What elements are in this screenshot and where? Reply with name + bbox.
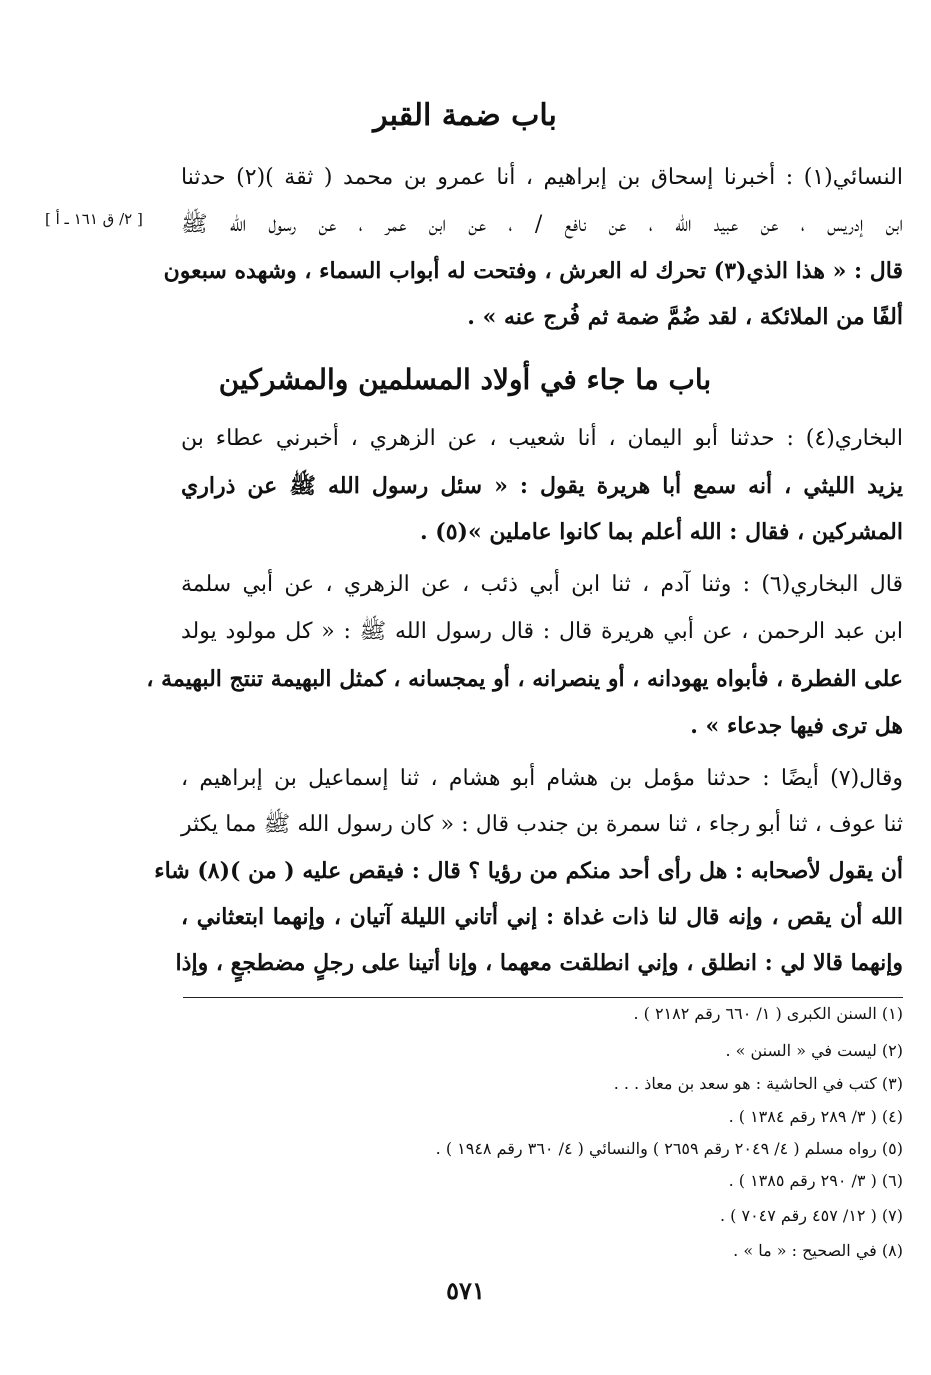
chapter-heading-children: باب ما جاء في أولاد المسلمين والمشركين [218, 363, 712, 396]
body-line: يزيد الليثي ، أنه سمع أبا هريرة يقول : « سئل رسول الله ﷺ عن ذراري [181, 473, 903, 499]
margin-folio-note: [ ٢/ ق ١٦١ ـ أ ] [45, 210, 143, 228]
footnote-separator [183, 997, 903, 998]
body-line: المشركين ، فقال : الله أعلم بما كانوا عاملين »(٥) . [419, 519, 903, 545]
page-number: ٥٧١ [446, 1276, 485, 1305]
body-line: البخاري(٤) : حدثنا أبو اليمان ، أنا شعيب ، عن الزهري ، أخبرني عطاء بن [181, 426, 903, 451]
body-line: ابن إدريس ، عن عبيد الله ، عن نافع / ، عن ابن عمر ، عن رسول الله ﷺ [181, 212, 903, 237]
footnote: (٢) ليست في « السنن » . [725, 1041, 903, 1060]
body-line: الله أن يقص ، وإنه قال لنا ذات غداة : إني أتاني الليلة آتيان ، وإنهما ابتعثاني ، [181, 904, 903, 930]
body-line: هل ترى فيها جدعاء » . [690, 713, 903, 739]
footnote: (٣) كتب في الحاشية : هو سعد بن معاذ . . . [613, 1074, 903, 1093]
body-line: النسائي(١) : أخبرنا إسحاق بن إبراهيم ، أنا عمرو بن محمد ( ثقة )(٢) حدثنا [181, 165, 903, 190]
footnote: (٥) رواه مسلم ( ٤/ ٢٠٤٩ رقم ٢٦٥٩ ) والنسائي ( ٤/ ٣٦٠ رقم ١٩٤٨ ) . [435, 1139, 903, 1158]
body-line: وقال(٧) أيضًا : حدثنا مؤمل بن هشام أبو هشام ، ثنا إسماعيل بن إبراهيم ، [181, 766, 903, 791]
body-line: وإنهما قالا لي : انطلق ، وإني انطلقت معهما ، وإنا أتينا على رجلٍ مضطجعٍ ، وإذا [175, 950, 903, 976]
body-line: أن يقول لأصحابه : هل رأى أحد منكم من رؤيا ؟ قال : فيقص عليه ( من )(٨) شاء [154, 858, 903, 884]
body-line: ابن عبد الرحمن ، عن أبي هريرة قال : قال رسول الله ﷺ : « كل مولود يولد [181, 619, 903, 644]
footnote: (٦) ( ٣/ ٢٩٠ رقم ١٣٨٥ ) . [728, 1171, 903, 1190]
footnote: (٨) في الصحيح : « ما » . [733, 1241, 903, 1260]
body-line: قال البخاري(٦) : وثنا آدم ، ثنا ابن أبي ذئب ، عن الزهري ، عن أبي سلمة [181, 572, 904, 597]
footnote: (١) السنن الكبرى ( ١/ ٦٦٠ رقم ٢١٨٢ ) . [633, 1004, 903, 1023]
body-line: ثنا عوف ، ثنا أبو رجاء ، ثنا سمرة بن جندب قال : « كان رسول الله ﷺ مما يكثر [181, 812, 903, 837]
footnote: (٧) ( ١٢/ ٤٥٧ رقم ٧٠٤٧ ) . [719, 1206, 903, 1225]
chapter-heading-grave-squeeze: باب ضمة القبر [373, 98, 557, 133]
body-line: قال : « هذا الذي(٣) تحرك له العرش ، وفتحت له أبواب السماء ، وشهده سبعون [163, 258, 903, 284]
body-line: على الفطرة ، فأبواه يهودانه ، أو ينصرانه ، أو يمجسانه ، كمثل البهيمة تنتج البهيمة ، [146, 666, 903, 692]
body-line: ألفًا من الملائكة ، لقد ضُمَّ ضمة ثم فُرج عنه » . [467, 304, 903, 330]
footnote: (٤) ( ٣/ ٢٨٩ رقم ١٣٨٤ ) . [728, 1107, 903, 1126]
